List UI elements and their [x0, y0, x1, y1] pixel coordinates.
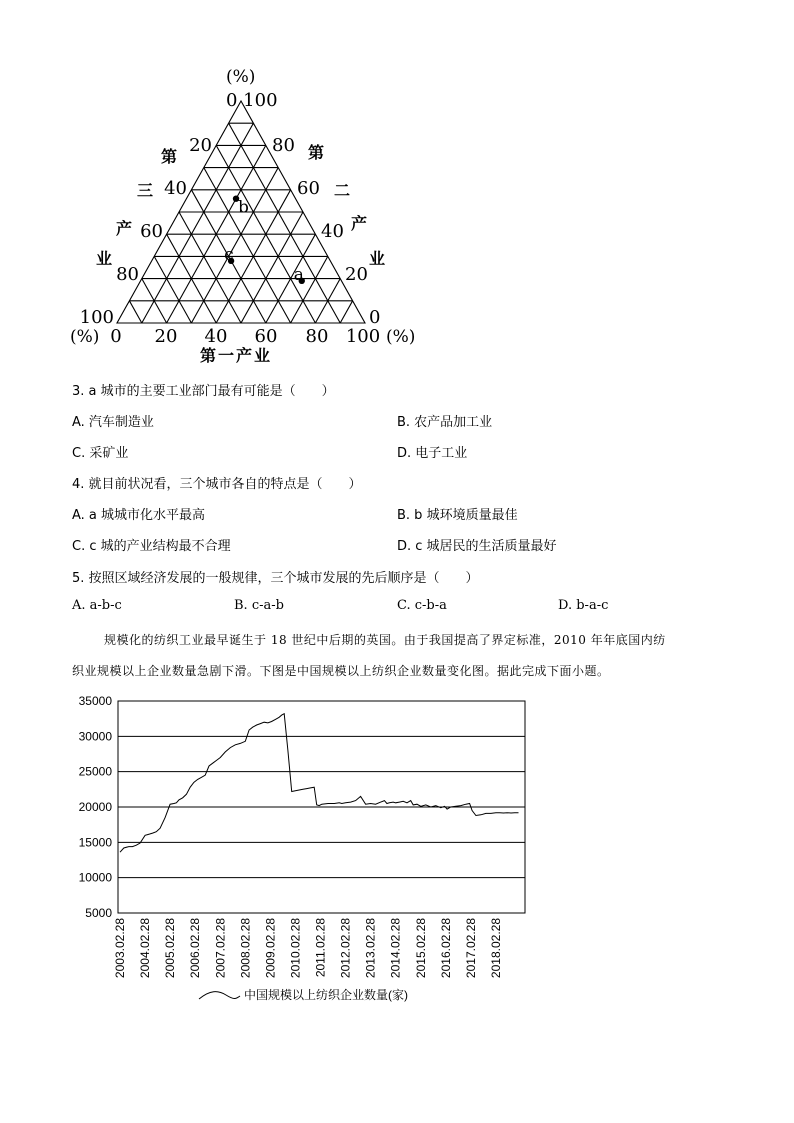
q5-option-d[interactable]: D. b-a-c [558, 598, 609, 613]
legend-label: 中国规模以上纺织企业数量(家) [244, 988, 408, 1002]
q4-option-c[interactable]: C. c 城的产业结构最不合理 [72, 539, 231, 554]
ternary-grid-line [204, 168, 291, 323]
textile-enterprises-chart [60, 690, 540, 1010]
right-tick-80: 80 [272, 135, 295, 156]
x-tick-label: 2008.02.28 [238, 918, 253, 979]
ternary-grid-line [129, 301, 141, 323]
q5-stem: 5. 按照区域经济发展的一般规律，三个城市发展的先后顺序是（ ） [72, 571, 479, 586]
left-tick-100: 100 [79, 307, 114, 328]
x-tick-label: 2006.02.28 [188, 918, 203, 979]
y-tick-label: 20000 [78, 800, 112, 814]
ternary-points [224, 195, 305, 284]
city-label-a: a [293, 264, 304, 285]
bottom-tick-20: 20 [154, 326, 178, 347]
q4-option-d[interactable]: D. c 城居民的生活质量最好 [397, 539, 557, 554]
x-tick-label: 2017.02.28 [463, 918, 478, 979]
q3-option-c[interactable]: C. 采矿业 [72, 446, 129, 461]
y-tick-label: 25000 [78, 764, 112, 779]
x-tick-label: 2012.02.28 [338, 918, 353, 979]
right-tick-40: 40 [321, 221, 344, 242]
passage-line-2: 织业规模以上企业数量急剧下滑。下图是中国规模以上纺织企业数量变化图。据此完成下面小题。 [72, 664, 610, 678]
y-tick-label: 30000 [78, 729, 112, 744]
x-tick-label: 2016.02.28 [438, 918, 453, 979]
tertiary-char-3: 产 [116, 219, 133, 238]
y-tick-label: 5000 [85, 906, 112, 920]
ternary-grid-line [191, 168, 278, 323]
passage-line-1: 规模化的纺织工业最早诞生于 18 世纪中后期的英国。由于我国提高了界定标准，2010 年年底国内纺 [104, 633, 666, 647]
right-tick-0: 0 [369, 307, 381, 328]
primary-industry-title: 第一产业 [199, 346, 273, 365]
city-label-b: b [238, 197, 249, 218]
left-tick-80: 80 [116, 264, 139, 285]
x-tick-label: 2014.02.28 [388, 918, 403, 979]
tertiary-char-1: 第 [161, 147, 178, 166]
y-tick-label: 15000 [78, 835, 112, 850]
top-vertex-label: 0 100 [226, 90, 278, 111]
chart-gridlines [118, 736, 525, 877]
x-tick-label: 2010.02.28 [288, 918, 303, 979]
secondary-char-3: 产 [351, 214, 368, 233]
right-tick-60: 60 [297, 178, 320, 199]
chart-x-axis [113, 918, 503, 978]
right-tick-20: 20 [345, 264, 368, 285]
x-tick-label: 2005.02.28 [163, 918, 178, 979]
x-tick-label: 2015.02.28 [413, 918, 428, 979]
secondary-char-1: 第 [308, 143, 325, 162]
tertiary-char-4: 业 [96, 249, 113, 268]
q5-option-c[interactable]: C. c-b-a [397, 598, 447, 613]
q5-option-a[interactable]: A. a-b-c [72, 598, 122, 613]
q3-option-a[interactable]: A. 汽车制造业 [72, 415, 154, 430]
legend-line-icon [199, 992, 240, 999]
q3-option-b[interactable]: B. 农产品加工业 [397, 415, 493, 430]
unit-top: (%) [226, 67, 256, 87]
q4-option-b[interactable]: B. b 城环境质量最佳 [397, 508, 518, 523]
series-line-textile-enterprises [120, 714, 519, 853]
left-tick-40: 40 [164, 178, 187, 199]
x-tick-label: 2011.02.28 [313, 918, 328, 978]
x-tick-label: 2018.02.28 [488, 918, 503, 979]
unit-left: (%) [70, 327, 100, 347]
x-tick-label: 2004.02.28 [138, 918, 153, 979]
y-tick-label: 10000 [78, 870, 112, 885]
secondary-char-4: 业 [369, 249, 386, 268]
x-tick-label: 2013.02.28 [363, 918, 378, 979]
left-tick-60: 60 [140, 221, 163, 242]
ternary-grid-line [340, 301, 352, 323]
q5-option-b[interactable]: B. c-a-b [234, 598, 284, 613]
chart-y-axis [79, 694, 113, 920]
secondary-char-2: 二 [334, 181, 351, 200]
bottom-tick-0: 0 [110, 326, 122, 347]
ternary-grid-line [179, 212, 241, 323]
bottom-tick-60: 60 [254, 326, 278, 347]
unit-right: (%) [386, 327, 416, 347]
bottom-tick-40: 40 [204, 326, 228, 347]
q3-stem: 3. a 城市的主要工业部门最有可能是（ ） [72, 384, 335, 399]
bottom-tick-100: 100 [345, 326, 381, 347]
x-tick-label: 2009.02.28 [263, 918, 278, 979]
left-tick-20: 20 [189, 135, 212, 156]
q3-option-d[interactable]: D. 电子工业 [397, 446, 468, 461]
x-tick-label: 2003.02.28 [113, 918, 127, 979]
ternary-diagram [0, 0, 794, 370]
q4-option-a[interactable]: A. a 城城市化水平最高 [72, 508, 206, 523]
y-tick-label: 35000 [78, 694, 112, 708]
city-label-c: c [224, 244, 234, 265]
x-tick-label: 2007.02.28 [213, 918, 228, 979]
bottom-tick-80: 80 [305, 326, 329, 347]
tertiary-char-2: 三 [137, 181, 154, 200]
q4-stem: 4. 就目前状况看，三个城市各自的特点是（ ） [72, 477, 362, 492]
